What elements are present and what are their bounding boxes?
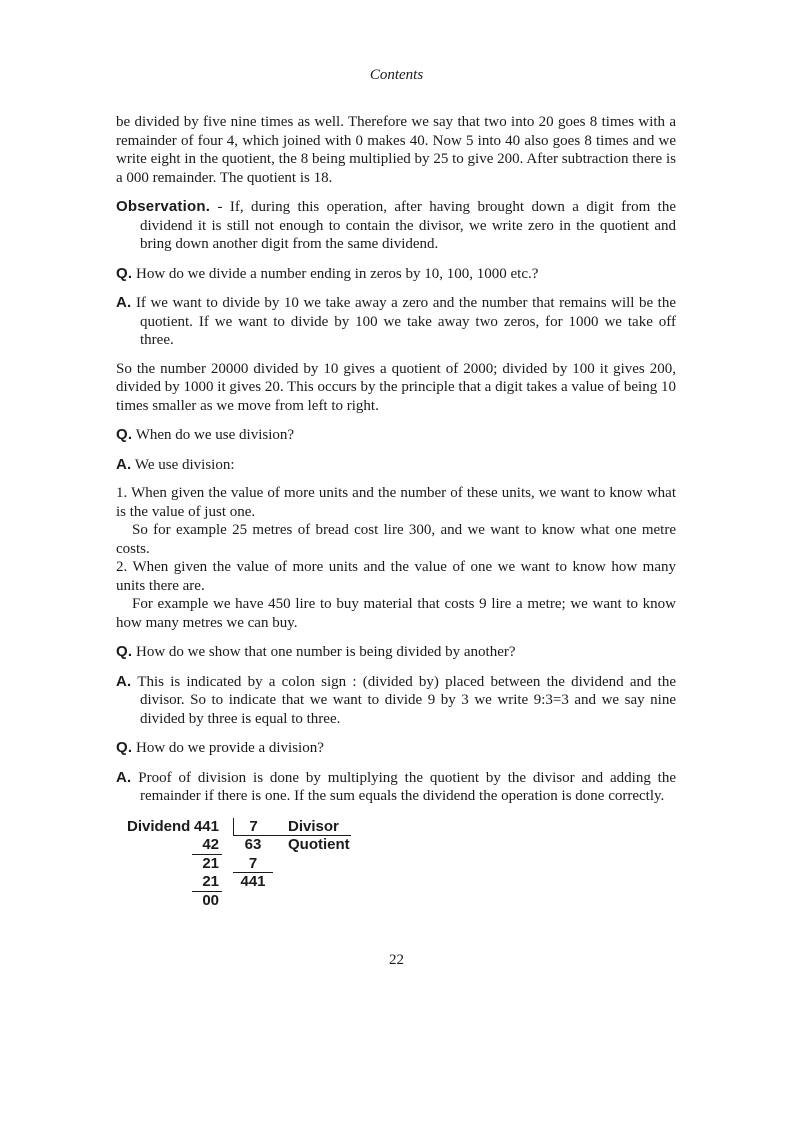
quotient-value: 63 (244, 836, 262, 853)
question-text: When do we use division? (135, 427, 295, 443)
diagram-gap (222, 818, 233, 837)
divisor-bracket (233, 818, 351, 837)
answer-label: A. (116, 294, 132, 311)
question-label: Q. (116, 739, 133, 756)
observation-text: - If, during this operation, after having brought down a digit from the dividend it is still not enough to contain the divisor, we write zero in the quotient and bring down another digit from the same dividend. (140, 199, 677, 252)
diagram-row (127, 855, 676, 874)
use-case-1-example: So for example 25 metres of bread cost lire 300, and we want to know what one metre costs. (116, 522, 676, 557)
page-content (116, 113, 676, 910)
dividend-label: Dividend (127, 817, 191, 835)
answer-label: A. (116, 672, 132, 690)
subtrahend-42: 42 (192, 836, 222, 855)
division-diagram (127, 818, 676, 911)
answer-item-colon-sign (116, 673, 676, 729)
observation-item (116, 198, 676, 254)
diagram-gap (222, 855, 233, 874)
question-item-provide-division (116, 739, 676, 758)
answer-text: Proof of division is done by multiplying the quotient by the divisor and adding the remainder if there is one. If the sum equals the dividend the operation is done correctly. (138, 769, 677, 804)
diagram-spacer (127, 855, 192, 874)
answer-label: A. (116, 455, 132, 473)
quotient-label: Quotient (288, 836, 350, 853)
question-label: Q. (116, 426, 133, 443)
use-case-2-example: For example we have 450 lire to buy material that costs 9 lire a metre; we want to know how many metres we can buy. (116, 596, 676, 631)
page-number: 22 (389, 952, 404, 968)
diagram-spacer (127, 836, 192, 855)
answer-text: If we want to divide by 10 we take away a zero and the number that remains will be the quotient. If we want to divide by 100 we take away two zeros, for 1000 we take off three. (135, 295, 677, 348)
answer-text: This is indicated by a colon sign : (divided by) placed between the dividend and the divisor. So to indicate that we want to divide 9 by 3 we write 9:3=3 and we say nine divided by three is equal to three. (137, 673, 677, 727)
diagram-row (127, 892, 676, 911)
question-label: Q. (116, 643, 133, 660)
question-item-when-use-division (116, 426, 676, 445)
diagram-row (127, 873, 676, 892)
answer-text: We use division: (134, 456, 235, 473)
proof-multiplier-7: 7 (233, 855, 273, 874)
question-label: Q. (116, 264, 133, 282)
division-use-cases (116, 484, 676, 632)
diagram-gap (222, 873, 233, 892)
final-remainder-00: 00 (202, 891, 219, 909)
question-item-show-division (116, 643, 676, 662)
diagram-row (127, 818, 676, 837)
diagram-spacer (127, 873, 192, 892)
proof-product-441: 441 (240, 873, 266, 890)
running-head: Contents (369, 67, 424, 83)
paragraph-20000-example: So the number 20000 divided by 10 gives a quotient of 2000; divided by 100 it gives 200, divided by 1000 it gives 20. This occurs by the principle that a digit takes a value of being 10 times smaller as we move from left to right. (116, 360, 676, 414)
question-text: How do we divide a number ending in zeros by 10, 100, 1000 etc.? (136, 265, 539, 282)
answer-label: A. (116, 768, 132, 786)
answer-item-divide-by-zeros (116, 294, 676, 350)
answer-item-we-use-division (116, 456, 676, 475)
remainder-21: 21 (202, 854, 219, 872)
observation-label: Observation. (116, 198, 211, 215)
diagram-row (127, 836, 676, 855)
diagram-spacer (127, 892, 192, 911)
divisor-value: 7 (233, 818, 273, 836)
paragraph-division-example: be divided by five nine times as well. Therefore we say that two into 20 goes 8 times with a remainder of four 4, which joined with 0 makes 40. Now 5 into 40 also goes 8 times and we write eight in the quotient, the 8 being multiplied by 25 to give 200. After subtraction there is a 000 remainder. The quotient is 18. (116, 114, 676, 186)
question-text: How do we provide a division? (136, 740, 324, 756)
dividend-value: 441 (193, 817, 219, 835)
diagram-gap (222, 836, 233, 855)
answer-item-proof-of-division (116, 769, 676, 806)
divisor-label: Divisor (288, 817, 339, 835)
use-case-2: 2. When given the value of more units and the value of one we want to know how many units there are. (116, 559, 676, 594)
question-item-divide-by-zeros (116, 265, 676, 284)
question-text: How do we show that one number is being divided by another? (136, 644, 516, 660)
use-case-1: 1. When given the value of more units and the number of these units, we want to know what is the value of just one. (116, 485, 676, 520)
subtrahend-21: 21 (192, 873, 222, 892)
